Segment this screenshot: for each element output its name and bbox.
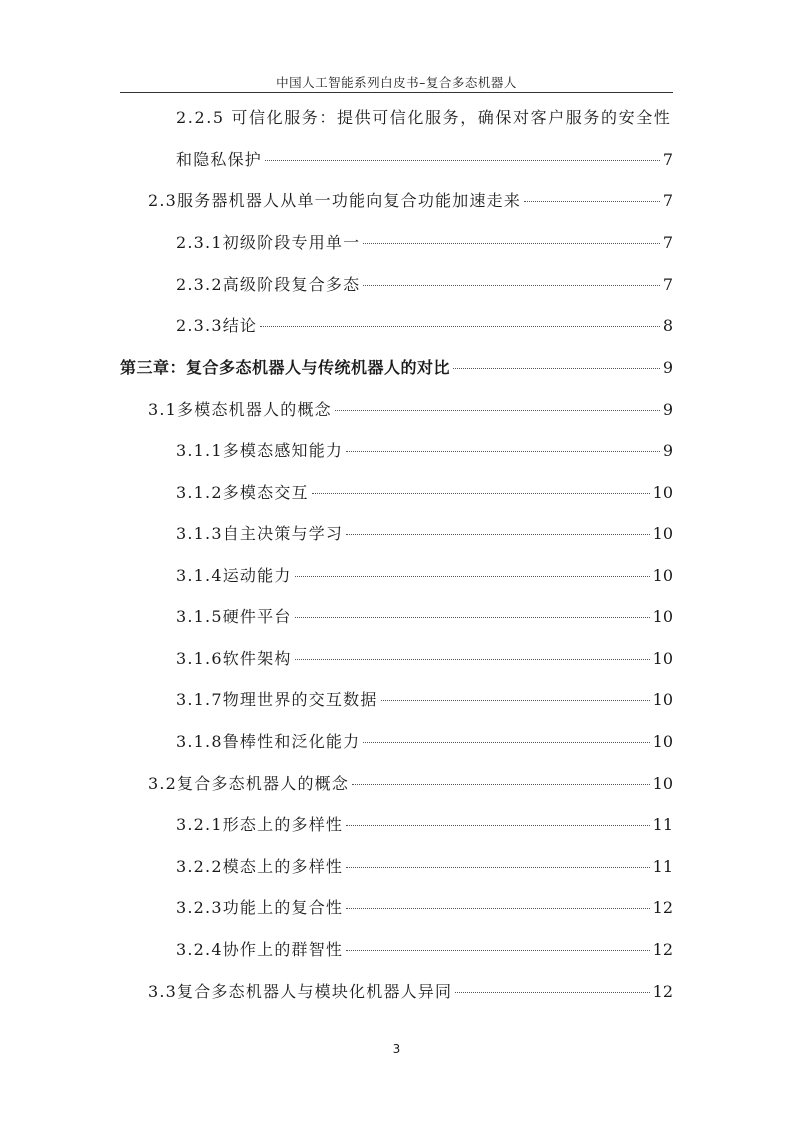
dot-leader [346, 908, 650, 909]
dot-leader [363, 742, 649, 743]
toc-entry-number: 3.1.1 [176, 441, 223, 460]
toc-entry-page: 7 [662, 275, 673, 294]
toc-entry-number: 3.1.8 [176, 732, 223, 751]
dot-leader [346, 950, 650, 951]
toc-entry-page: 10 [652, 483, 673, 502]
toc-entry-3-1-4[interactable] [176, 566, 673, 586]
toc-entry-number: 2.3.1 [176, 233, 223, 252]
dot-leader [295, 576, 650, 577]
toc-entry-number: 3.1.4 [176, 566, 223, 585]
toc-entry-3-3[interactable] [148, 982, 673, 1002]
toc-entry-number: 2.3 [148, 191, 178, 210]
toc-entry-title: 自主决策与学习 [222, 524, 344, 543]
dot-leader [455, 992, 649, 993]
toc-entry-3-2-2[interactable] [176, 857, 673, 877]
toc-entry-page: 10 [652, 732, 673, 751]
running-header: 中国人工智能系列白皮书–复合多态机器人 [276, 75, 517, 90]
toc-entry-title: 复合多态机器人的概念 [177, 774, 350, 793]
dot-leader [363, 285, 659, 286]
toc-entry-3-1-3[interactable] [176, 524, 673, 544]
toc-entry-page: 7 [662, 191, 673, 210]
toc-entry-page: 7 [662, 150, 673, 169]
toc-entry-2-3-1[interactable] [176, 233, 673, 253]
toc-entry-number: 3.1.6 [176, 649, 223, 668]
dot-leader [295, 617, 650, 618]
dot-leader [335, 410, 660, 411]
toc-entry-page: 11 [652, 857, 673, 876]
toc-entry-title: 结论 [222, 316, 258, 335]
toc-entry-title: 模态上的多样性 [222, 857, 344, 876]
toc-entry-page: 11 [652, 815, 673, 834]
toc-entry-title: 高级阶段复合多态 [222, 275, 361, 294]
toc-entry-title: 硬件平台 [222, 607, 292, 626]
toc-entry-page: 10 [652, 690, 673, 709]
toc-entry-3-1-2[interactable] [176, 483, 673, 503]
toc-entry-number: 3.1.3 [176, 524, 223, 543]
toc-entry-number: 3.2.1 [176, 815, 223, 834]
toc-entry-page: 9 [662, 400, 673, 419]
toc-entry-title: 功能上的复合性 [222, 898, 344, 917]
toc-entry-title: 复合多态机器人与模块化机器人异同 [177, 982, 453, 1001]
toc-entry-page: 12 [652, 898, 673, 917]
toc-entry-3-2-1[interactable] [176, 815, 673, 835]
toc-entry-title: 形态上的多样性 [222, 815, 344, 834]
toc-entry-page: 10 [652, 524, 673, 543]
dot-leader [346, 825, 650, 826]
toc-entry-title: 物理世界的交互数据 [222, 690, 378, 709]
toc-entry-page: 10 [652, 774, 673, 793]
dot-leader [260, 326, 660, 327]
toc-entry-2-2-5-line1[interactable]: 2.2.5 可信化服务：提供可信化服务，确保对客户服务的安全性 [176, 108, 672, 127]
toc-entry-2-3-2[interactable] [176, 275, 673, 295]
dot-leader [524, 201, 660, 202]
toc-entry-page: 10 [652, 607, 673, 626]
toc-entry-title: 多模态机器人的概念 [177, 400, 332, 419]
toc-entry-number: 3.1.7 [176, 690, 223, 709]
toc-entry-2-2-5[interactable] [176, 150, 673, 170]
toc-entry-number: 3.2 [148, 774, 178, 793]
toc-entry-number: 3.3 [148, 982, 178, 1001]
toc-entry-page: 10 [652, 649, 673, 668]
toc-entry-2-3[interactable] [148, 191, 673, 211]
toc-entry-page: 12 [652, 982, 673, 1001]
toc-entry-title: 协作上的群智性 [222, 940, 344, 959]
toc-entry-3-2-3[interactable] [176, 898, 673, 918]
toc-entry-3-1-7[interactable] [176, 690, 673, 710]
toc-entry-title: 运动能力 [222, 566, 292, 585]
toc-entry-page: 9 [662, 441, 673, 460]
dot-leader [346, 867, 650, 868]
toc-entry-3-1-5[interactable] [176, 607, 673, 627]
dot-leader [352, 784, 650, 785]
toc-entry-number: 3.2.2 [176, 857, 223, 876]
dot-leader [265, 160, 660, 161]
toc-entry-number: 3.1 [148, 400, 178, 419]
toc-entry-number: 3.2.3 [176, 898, 223, 917]
toc-entry-number: 3.1.5 [176, 607, 223, 626]
toc-entry-number: 3.1.2 [176, 483, 223, 502]
toc-entry-title: 和隐私保护 [176, 150, 263, 169]
toc-entry-title: 初级阶段专用单一 [222, 233, 361, 252]
toc-entry-title: 鲁棒性和泛化能力 [222, 732, 361, 751]
toc-entry-number: 2.3.2 [176, 275, 223, 294]
dot-leader [346, 451, 660, 452]
toc-entry-page: 8 [662, 316, 673, 335]
dot-leader [453, 368, 660, 369]
toc-entry-title: 多模态交互 [222, 483, 309, 502]
dot-leader [381, 700, 650, 701]
dot-leader [312, 493, 650, 494]
toc-entry-title: 多模态感知能力 [222, 441, 344, 460]
toc-entry-number: 2.3.3 [176, 316, 223, 335]
toc-entry-3-1-1[interactable] [176, 441, 673, 461]
page-number: 3 [392, 1042, 401, 1056]
toc-entry-3-1-6[interactable] [176, 649, 673, 669]
toc-entry-page: 10 [652, 566, 673, 585]
toc-entry-3-2-4[interactable] [176, 940, 673, 960]
toc-chapter-title: 复合多态机器人与传统机器人的对比 [186, 358, 451, 377]
dot-leader [295, 659, 650, 660]
toc-entry-title: 服务器机器人从单一功能向复合功能加速走来 [177, 191, 522, 210]
toc-entry-3-2[interactable] [148, 774, 673, 794]
dot-leader [346, 534, 650, 535]
toc-entry-2-3-3[interactable] [176, 316, 673, 336]
toc-entry-number: 3.2.4 [176, 940, 223, 959]
toc-entry-page: 12 [652, 940, 673, 959]
toc-entry-page: 9 [662, 358, 673, 377]
dot-leader [363, 243, 659, 244]
toc-entry-page: 7 [662, 233, 673, 252]
toc-entry-title: 软件架构 [222, 649, 292, 668]
toc-chapter-number: 第三章： [120, 358, 187, 377]
toc-entry-3-1-8[interactable] [176, 732, 673, 752]
toc-entry-3-1[interactable] [148, 400, 673, 420]
toc-chapter-3[interactable] [120, 358, 673, 378]
